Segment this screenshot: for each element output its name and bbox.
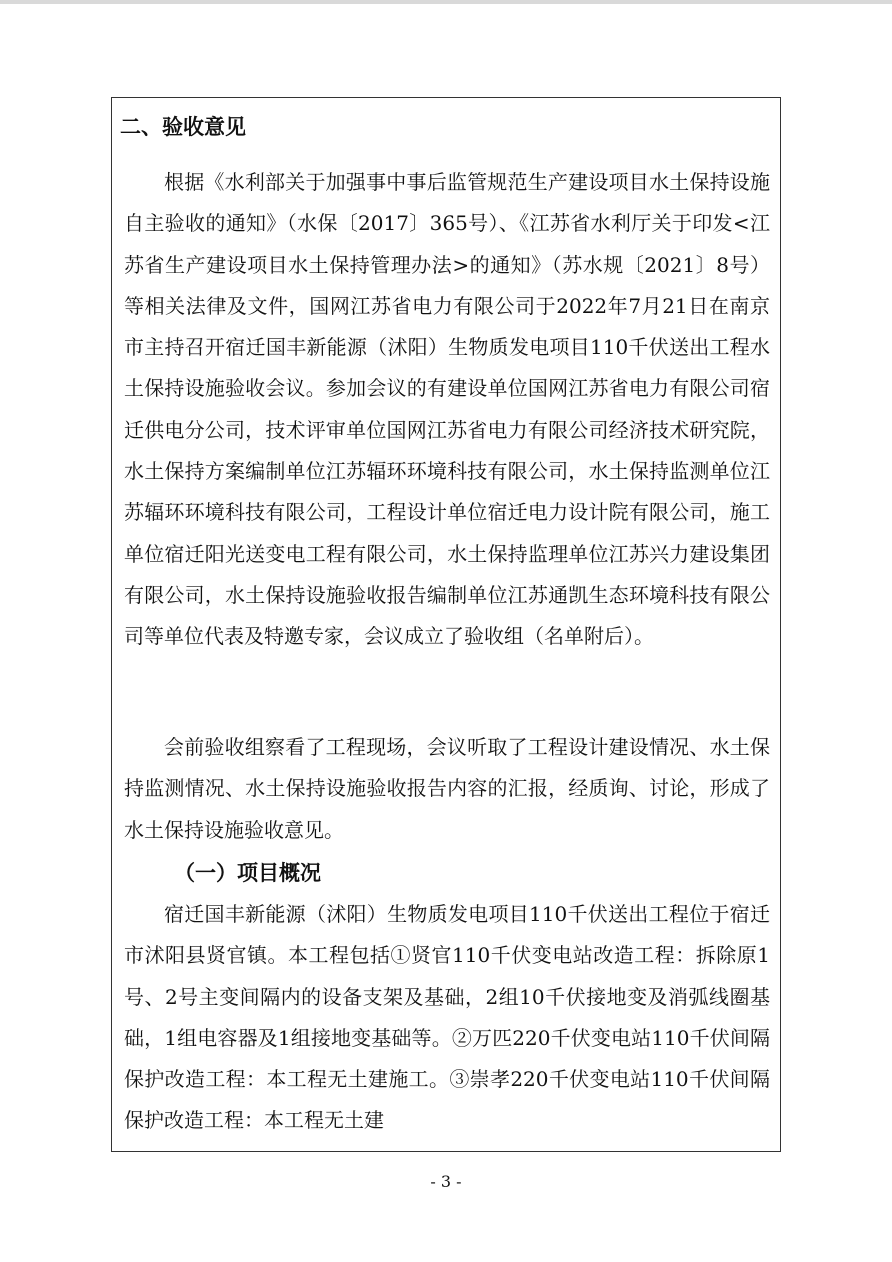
- document-frame: [111, 97, 781, 1152]
- paragraph-meeting-background: 根据《水利部关于加强事中事后监管规范生产建设项目水土保持设施自主验收的通知》（水保〔2017〕365号）、《江苏省水利厅关于印发<江苏省生产建设项目水土保持管理办法>的通知》（苏水规〔2021〕8号）等相关法律及文件，国网江苏省电力有限公司于2022年7月21日在南京市主持召开宿迁国丰新能源（沭阳）生物质发电项目110千伏送出工程水土保持设施验收会议。参加会议的有建设单位国网江苏省电力有限公司宿迁供电分公司，技术评审单位国网江苏省电力有限公司经济技术研究院，水土保持方案编制单位江苏辐环环境科技有限公司，水土保持监测单位江苏辐环环境科技有限公司，工程设计单位宿迁电力设计院有限公司，施工单位宿迁阳光送变电工程有限公司，水土保持监理单位江苏兴力建设集团有限公司，水土保持设施验收报告编制单位江苏通凯生态环境科技有限公司等单位代表及特邀专家，会议成立了验收组（名单附后）。: [124, 170, 770, 649]
- subsection-heading-project-overview: （一）项目概况: [174, 860, 321, 885]
- top-edge-rule: [0, 0, 892, 4]
- paragraph-meeting-process: 会前验收组察看了工程现场，会议听取了工程设计建设情况、水土保持监测情况、水土保持设施验收报告内容的汇报，经质询、讨论，形成了水土保持设施验收意见。: [124, 735, 770, 842]
- section-heading: 二、验收意见: [120, 114, 246, 139]
- page-number: - 3 -: [430, 1172, 462, 1191]
- paragraph-project-overview: 宿迁国丰新能源（沭阳）生物质发电项目110千伏送出工程位于宿迁市沭阳县贤官镇。本工程包括①贤官110千伏变电站改造工程：拆除原1号、2号主变间隔内的设备支架及基础，2组10千伏接地变及消弧线圈基础，1组电容器及1组接地变基础等。②万匹220千伏变电站110千伏间隔保护改造工程：本工程无土建施工。③崇孝220千伏变电站110千伏间隔保护改造工程：本工程无土建: [124, 902, 770, 1133]
